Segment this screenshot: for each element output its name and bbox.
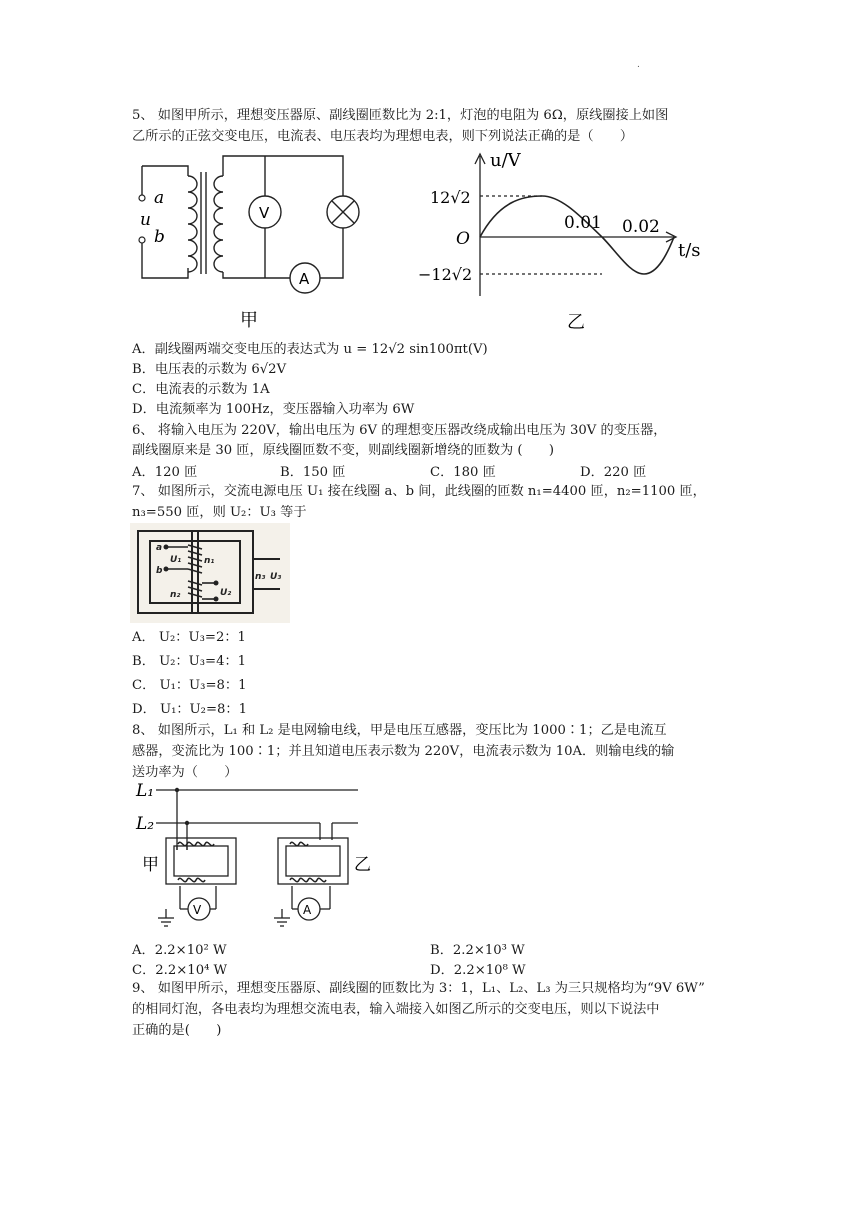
q5-origin-label: O [456,229,470,249]
q7-fig-a: a [156,543,163,553]
q5-y-max-label: 12√2 [430,188,471,207]
q5-x-axis-label: t/s [678,240,701,261]
q8-option-a: A．2.2×10² W [132,943,227,958]
q7-stem-line1: 7、 如图所示，交流电源电压 U₁ 接在线圈 a、b 间，此线圈的匝数 n₁=4400 匝，n₂=1100 匝， [132,484,706,499]
q7-fig-u1: U₁ [170,555,182,565]
q6-option-c: C．180 匝 [430,465,496,480]
q5-waveform-figure-yi [412,148,712,333]
q6-option-b: B．150 匝 [280,465,346,480]
q9-stem-line1: 9、 如图甲所示，理想变压器原、副线圈的匝数比为 3：1，L₁、L₂、L₃ 为三只规格均为“9V 6W” [132,981,705,996]
q8-label-jia: 甲 [142,855,159,875]
q7-option-b: B． U₂：U₃=4：1 [132,654,247,669]
q8-stem-line2: 感器，变流比为 100∶1；并且知道电压表示数为 220V，电流表示数为 10A．则输电线的输 [132,744,675,759]
q5-label-a: a [154,188,165,208]
q8-label-l1: L₁ [136,781,155,801]
q5-label-u: u [140,210,151,230]
q5-ammeter-label: A [299,270,310,288]
q9-stem-line3: 正确的是( ) [132,1023,222,1038]
q7-fig-n3: n₃ [255,572,266,582]
q8-stem-line3: 送功率为（ ） [132,765,238,780]
q7-fig-n1: n₁ [204,556,215,566]
q8-option-c: C．2.2×10⁴ W [132,963,228,978]
q5-tick-002: 0.02 [622,217,660,237]
q8-voltmeter-label: V [193,903,202,917]
q6-stem-line1: 6、 将输入电压为 220V，输出电压为 6V 的理想变压器改绕成输出电压为 30V 的变压器， [132,423,667,438]
q5-stem-line1: 5、 如图甲所示，理想变压器原、副线圈匝数比为 2:1，灯泡的电阻为 6Ω，原线圈接上如图 [132,108,669,123]
q8-stem-line1: 8、 如图所示，L₁ 和 L₂ 是电网输电线，甲是电压互感器，变压比为 1000∶1；乙是电流互 [132,723,667,738]
q5-y-min-label: −12√2 [418,265,473,284]
q5-tick-001: 0.01 [564,213,602,233]
q5-caption-jia: 甲 [240,310,258,331]
q7-fig-n2: n₂ [170,590,181,600]
q5-caption-yi: 乙 [567,312,585,333]
q5-option-d: D．电流频率为 100Hz，变压器输入功率为 6W [132,402,415,417]
q6-option-a: A．120 匝 [132,465,198,480]
q5-option-a: A．副线圈两端交变电压的表达式为 u = 12√2 sin100πt(V) [132,342,488,357]
q7-fig-b: b [156,566,163,576]
q7-fig-u3: U₃ [270,572,282,582]
q7-option-d: D． U₁：U₂=8：1 [132,702,247,717]
q8-label-yi: 乙 [354,855,371,875]
q5-circuit-figure-jia [128,148,378,333]
q6-option-d: D．220 匝 [580,465,647,480]
q5-y-axis-label: u/V [490,150,521,171]
page-dot: . [637,60,640,70]
q8-instrument-transformer-figure [130,776,380,936]
q8-option-b: B．2.2×10³ W [430,943,525,958]
q7-option-a: A． U₂：U₃=2：1 [132,630,246,645]
q8-option-d: D．2.2×10⁸ W [430,963,526,978]
q7-option-c: C． U₁：U₃=8：1 [132,678,247,693]
q8-label-l2: L₂ [136,814,155,834]
q7-stem-line2: n₃=550 匝，则 U₂：U₃ 等于 [132,505,307,520]
q5-option-b: B．电压表的示数为 6√2V [132,362,287,377]
q5-label-b: b [154,227,165,247]
q7-transformer-figure [130,523,290,623]
q9-stem-line2: 的相同灯泡，各电表均为理想交流电表，输入端接入如图乙所示的交变电压，则以下说法中 [132,1002,660,1017]
q5-stem-line2: 乙所示的正弦交变电压，电流表、电压表均为理想电表，则下列说法正确的是（ ） [132,129,634,144]
q5-voltmeter-label: V [259,204,270,222]
q6-stem-line2: 副线圈原来是 30 匝，原线圈匝数不变，则副线圈新增绕的匝数为 ( ) [132,443,555,458]
q5-option-c: C．电流表的示数为 1A [132,382,270,397]
q8-ammeter-label: A [303,903,312,917]
q7-fig-u2: U₂ [220,588,232,598]
